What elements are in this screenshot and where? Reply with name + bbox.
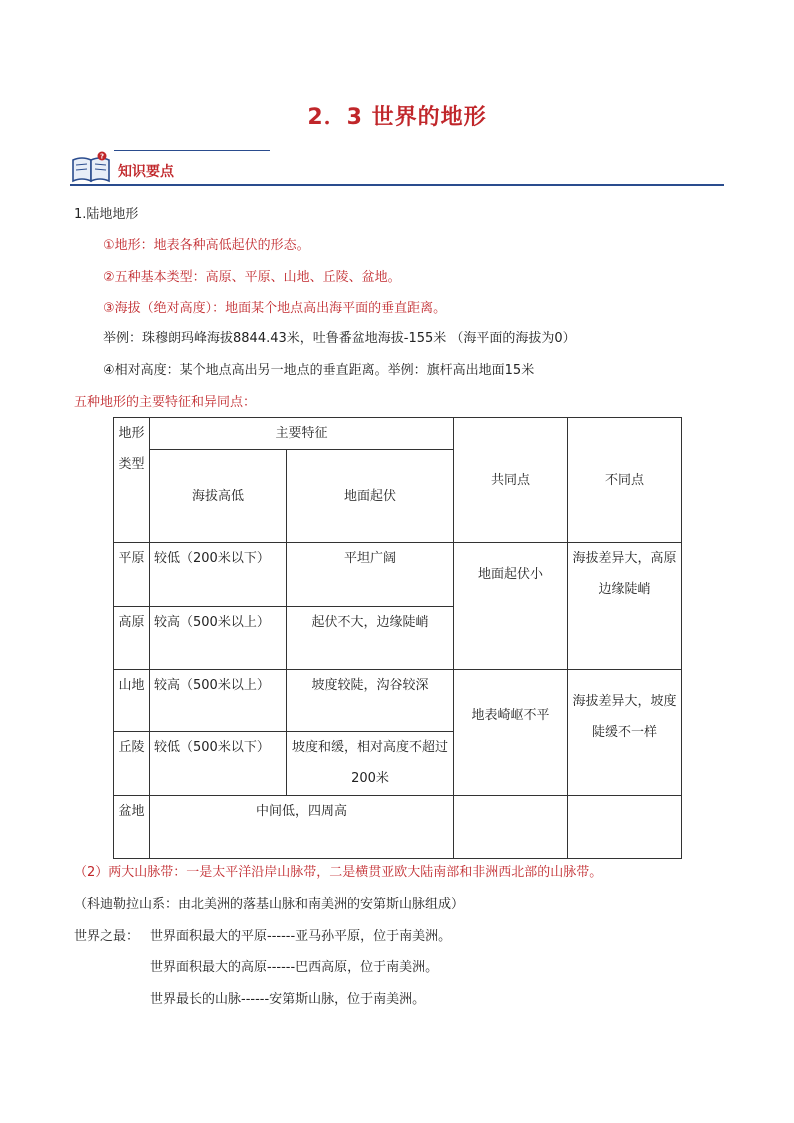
difference-rugged: 海拔差异大，坡度陡缓不一样 <box>568 670 682 796</box>
row-altitude: 较低（200米以下） <box>150 543 287 607</box>
page-title: 2．3 世界的地形 <box>307 105 487 130</box>
record-largest-plateau: 世界面积最大的高原------巴西高原，位于南美洲。 <box>150 960 439 975</box>
table-row <box>114 543 682 607</box>
landform-table <box>113 417 682 859</box>
difference-flat: 海拔差异大，高原边缘陡峭 <box>568 543 682 670</box>
row-altitude: 较低（500米以下） <box>150 732 287 796</box>
header-long-rule <box>70 184 724 186</box>
row-relief: 起伏不大，边缘陡峭 <box>287 607 454 670</box>
row-name: 山地 <box>114 670 150 732</box>
record-largest-plain: 世界面积最大的平原------亚马孙平原，位于南美洲。 <box>150 929 452 944</box>
empty-cell <box>454 796 568 859</box>
svg-text:?: ? <box>99 152 105 161</box>
header-differences: 不同点 <box>568 418 682 543</box>
row-altitude: 较高（500米以上） <box>150 670 287 732</box>
world-records-label: 世界之最： <box>74 929 140 944</box>
row-name: 高原 <box>114 607 150 670</box>
table-row <box>114 796 682 859</box>
point-five-types: ②五种基本类型：高原、平原、山地、丘陵、盆地。 <box>103 270 401 285</box>
row-relief: 平坦广阔 <box>287 543 454 607</box>
common-point-flat: 地面起伏小 <box>454 543 568 670</box>
altitude-example: 举例：珠穆朗玛峰海拔8844.43米，吐鲁番盆地海拔-155米 （海平面的海拔为0） <box>103 331 576 346</box>
point-altitude: ③海拔（绝对高度）：地面某个地点高出海平面的垂直距离。 <box>103 301 447 316</box>
row-combined-feature: 中间低，四周高 <box>150 796 454 859</box>
common-point-rugged: 地表崎岖不平 <box>454 670 568 796</box>
section-label: 知识要点 <box>118 164 174 180</box>
heading-land-landforms: 1.陆地地形 <box>74 207 139 222</box>
point-relative-height: ④相对高度：某个地点高出另一地点的垂直距离。举例：旗杆高出地面15米 <box>103 363 535 378</box>
header-landform-type: 地形类型 <box>114 418 150 543</box>
header-common-points: 共同点 <box>454 418 568 543</box>
row-name: 盆地 <box>114 796 150 859</box>
record-longest-range: 世界最长的山脉------安第斯山脉，位于南美洲。 <box>150 992 426 1007</box>
cordillera-note: （科迪勒拉山系：由北美洲的落基山脉和南美洲的安第斯山脉组成） <box>74 897 465 912</box>
table-row <box>114 670 682 732</box>
table-caption: 五种地形的主要特征和异同点： <box>74 395 257 410</box>
header-altitude: 海拔高低 <box>150 450 287 543</box>
section-header <box>70 148 724 188</box>
open-book-icon <box>70 150 112 184</box>
row-name: 丘陵 <box>114 732 150 796</box>
header-main-features: 主要特征 <box>150 418 454 450</box>
row-altitude: 较高（500米以上） <box>150 607 287 670</box>
point-landform-definition: ①地形：地表各种高低起伏的形态。 <box>103 238 310 253</box>
mountain-belts: （2）两大山脉带：一是太平洋沿岸山脉带，二是横贯亚欧大陆南部和非洲西北部的山脉带。 <box>74 865 603 880</box>
row-relief: 坡度和缓，相对高度不超过200米 <box>287 732 454 796</box>
empty-cell <box>568 796 682 859</box>
row-relief: 坡度较陡，沟谷较深 <box>287 670 454 732</box>
header-relief: 地面起伏 <box>287 450 454 543</box>
row-name: 平原 <box>114 543 150 607</box>
header-short-rule <box>114 150 270 151</box>
